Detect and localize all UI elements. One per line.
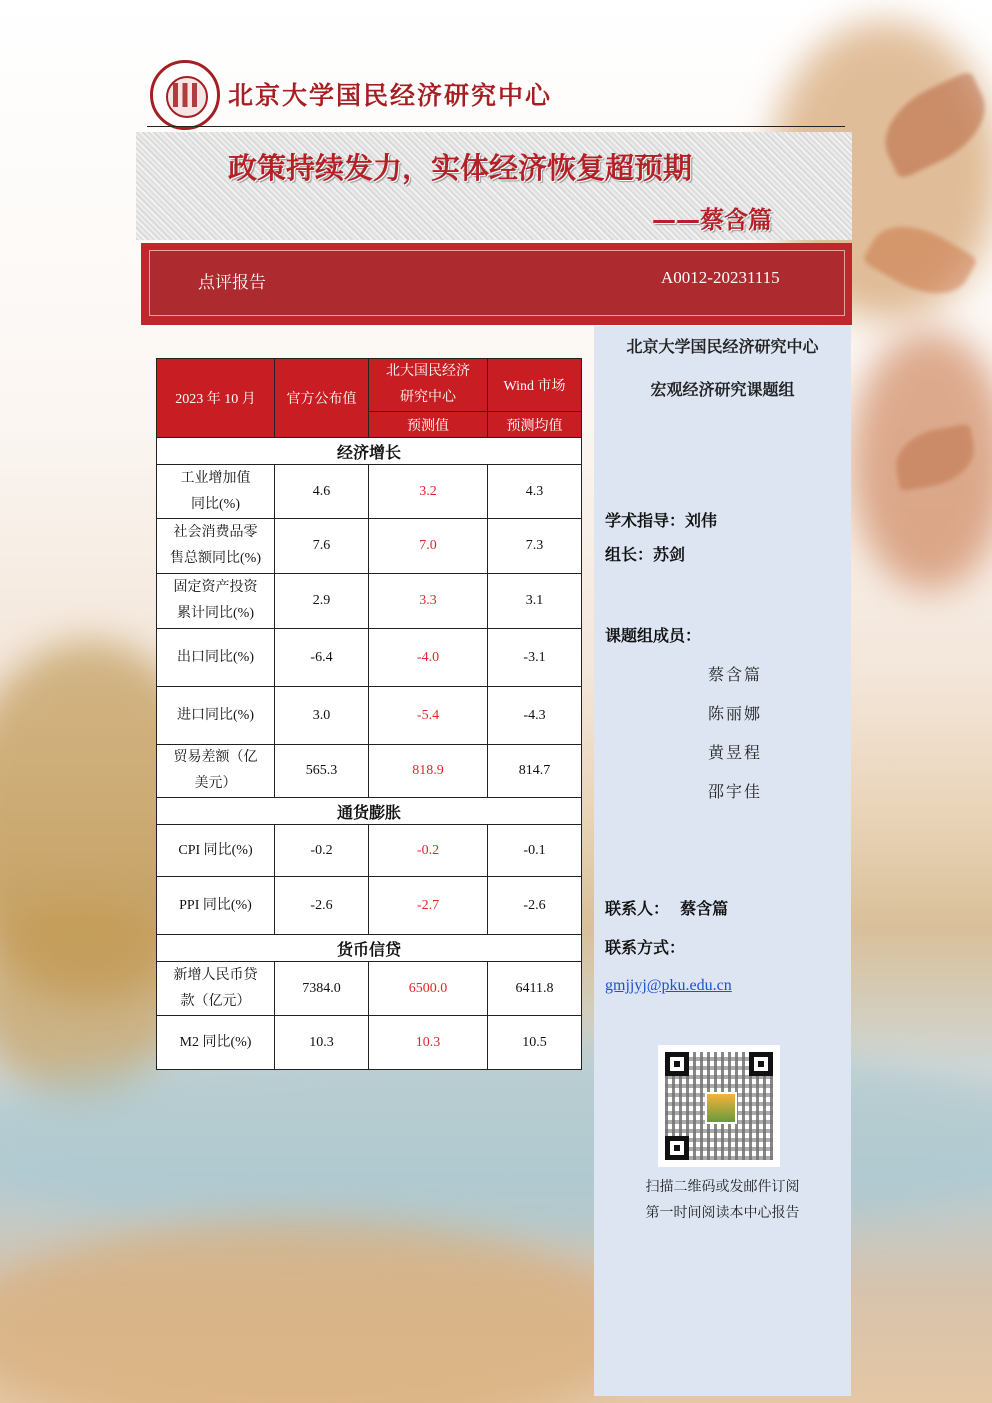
row-label: CPI 同比(%) <box>157 825 275 877</box>
header-wind: Wind 市场 <box>488 359 582 412</box>
section-growth: 经济增长 <box>157 438 582 465</box>
official-value: -6.4 <box>275 629 369 687</box>
members-label: 课题组成员： <box>605 626 702 645</box>
row-label-line2: 款（亿元） <box>180 993 251 1009</box>
row-label-line1: 工业增加值 <box>180 470 251 486</box>
row-label-line1: 社会消费品零 <box>173 525 258 540</box>
row-label <box>157 745 275 798</box>
header-pku-line1: 北大国民经济 <box>386 364 470 379</box>
row-label-line1: 新增人民币贷 <box>173 967 258 983</box>
background-shore <box>0 1220 640 1403</box>
row-label-line2: 同比(%) <box>191 496 240 512</box>
org-name: 北京大学国民经济研究中心 <box>228 81 553 110</box>
qr-code[interactable] <box>658 1045 780 1167</box>
sidebar-org: 北京大学国民经济研究中心 <box>626 337 819 356</box>
pku-forecast-value: -2.7 <box>369 877 488 935</box>
qr-center-logo <box>705 1092 737 1124</box>
row-label: 进口同比(%) <box>157 687 275 745</box>
member-name: 陈丽娜 <box>708 704 763 723</box>
row-label-line2: 美元） <box>194 776 237 791</box>
wind-forecast-value: 4.3 <box>488 465 582 519</box>
member-name: 蔡含篇 <box>708 665 763 684</box>
row-label <box>157 962 275 1016</box>
wind-forecast-value: -3.1 <box>488 629 582 687</box>
report-title: 政策持续发力，实体经济恢复超预期 <box>228 151 693 185</box>
table-row <box>157 1016 582 1070</box>
official-value: 3.0 <box>275 687 369 745</box>
wind-forecast-value: 3.1 <box>488 574 582 629</box>
table-row <box>157 687 582 745</box>
qr-finder <box>665 1136 689 1160</box>
header-pku <box>369 359 488 412</box>
report-code: A0012-20231115 <box>661 268 780 287</box>
wind-forecast-value: -4.3 <box>488 687 582 745</box>
pku-forecast-value: 7.0 <box>369 519 488 574</box>
header-wind-sub: 预测均值 <box>488 412 582 438</box>
pku-logo <box>150 60 220 130</box>
wind-forecast-value: 6411.8 <box>488 962 582 1016</box>
sidebar <box>594 326 851 1396</box>
logo-glyph <box>173 83 197 107</box>
qr-finder <box>749 1052 773 1076</box>
wind-forecast-value: 7.3 <box>488 519 582 574</box>
header-official: 官方公布值 <box>275 359 369 438</box>
row-label-line2: 售总额同比(%) <box>170 551 261 566</box>
header-pku-line2: 研究中心 <box>400 390 456 405</box>
row-label <box>157 574 275 629</box>
pku-forecast-value: 3.2 <box>369 465 488 519</box>
pku-forecast-value: -5.4 <box>369 687 488 745</box>
qr-finder <box>665 1052 689 1076</box>
scan-tip: 第一时间阅读本中心报告 <box>645 1205 800 1221</box>
row-label-line1: 贸易差额（亿 <box>173 750 258 765</box>
group-leader: 组长：苏剑 <box>605 545 686 564</box>
pku-forecast-value: 10.3 <box>369 1016 488 1070</box>
pku-forecast-value: -4.0 <box>369 629 488 687</box>
member-name: 邵宇佳 <box>708 782 763 801</box>
row-label <box>157 465 275 519</box>
wind-forecast-value: -2.6 <box>488 877 582 935</box>
table-row <box>157 877 582 935</box>
row-label-line1: 固定资产投资 <box>173 580 258 595</box>
table-row <box>157 629 582 687</box>
section-credit: 货币信贷 <box>157 935 582 962</box>
official-value: 565.3 <box>275 745 369 798</box>
scan-tip: 扫描二维码或发邮件订阅 <box>645 1179 800 1195</box>
wind-forecast-value: 10.5 <box>488 1016 582 1070</box>
pku-forecast-value: 818.9 <box>369 745 488 798</box>
table-row <box>157 962 582 1016</box>
pku-forecast-value: 3.3 <box>369 574 488 629</box>
sidebar-group: 宏观经济研究课题组 <box>650 380 795 399</box>
report-type: 点评报告 <box>198 273 266 293</box>
official-value: 2.9 <box>275 574 369 629</box>
pku-forecast-value: -0.2 <box>369 825 488 877</box>
row-label: M2 同比(%) <box>157 1016 275 1070</box>
official-value: -2.6 <box>275 877 369 935</box>
row-label: PPI 同比(%) <box>157 877 275 935</box>
official-value: -0.2 <box>275 825 369 877</box>
section-inflation: 通货膨胀 <box>157 798 582 825</box>
header-rule <box>147 126 845 127</box>
contact-person: 联系人： 蔡含篇 <box>605 899 729 918</box>
table-row <box>157 519 582 574</box>
header-pku-sub: 预测值 <box>369 412 488 438</box>
table-row <box>157 825 582 877</box>
report-author: ——蔡含篇 <box>652 206 772 234</box>
member-name: 黄昱程 <box>708 743 763 762</box>
official-value: 7384.0 <box>275 962 369 1016</box>
wind-forecast-value: -0.1 <box>488 825 582 877</box>
header-period: 2023 年 10 月 <box>157 359 275 438</box>
table-row <box>157 465 582 519</box>
contact-method: 联系方式： <box>605 938 686 957</box>
row-label-line2: 累计同比(%) <box>177 606 254 621</box>
table-row <box>157 574 582 629</box>
forecast-table <box>156 358 582 1070</box>
row-label: 出口同比(%) <box>157 629 275 687</box>
table-row <box>157 745 582 798</box>
wind-forecast-value: 814.7 <box>488 745 582 798</box>
advisor: 学术指导：刘伟 <box>605 511 718 530</box>
official-value: 4.6 <box>275 465 369 519</box>
pku-forecast-value: 6500.0 <box>369 962 488 1016</box>
row-label <box>157 519 275 574</box>
email-link[interactable]: gmjjyj@pku.edu.cn <box>605 977 732 994</box>
official-value: 7.6 <box>275 519 369 574</box>
official-value: 10.3 <box>275 1016 369 1070</box>
